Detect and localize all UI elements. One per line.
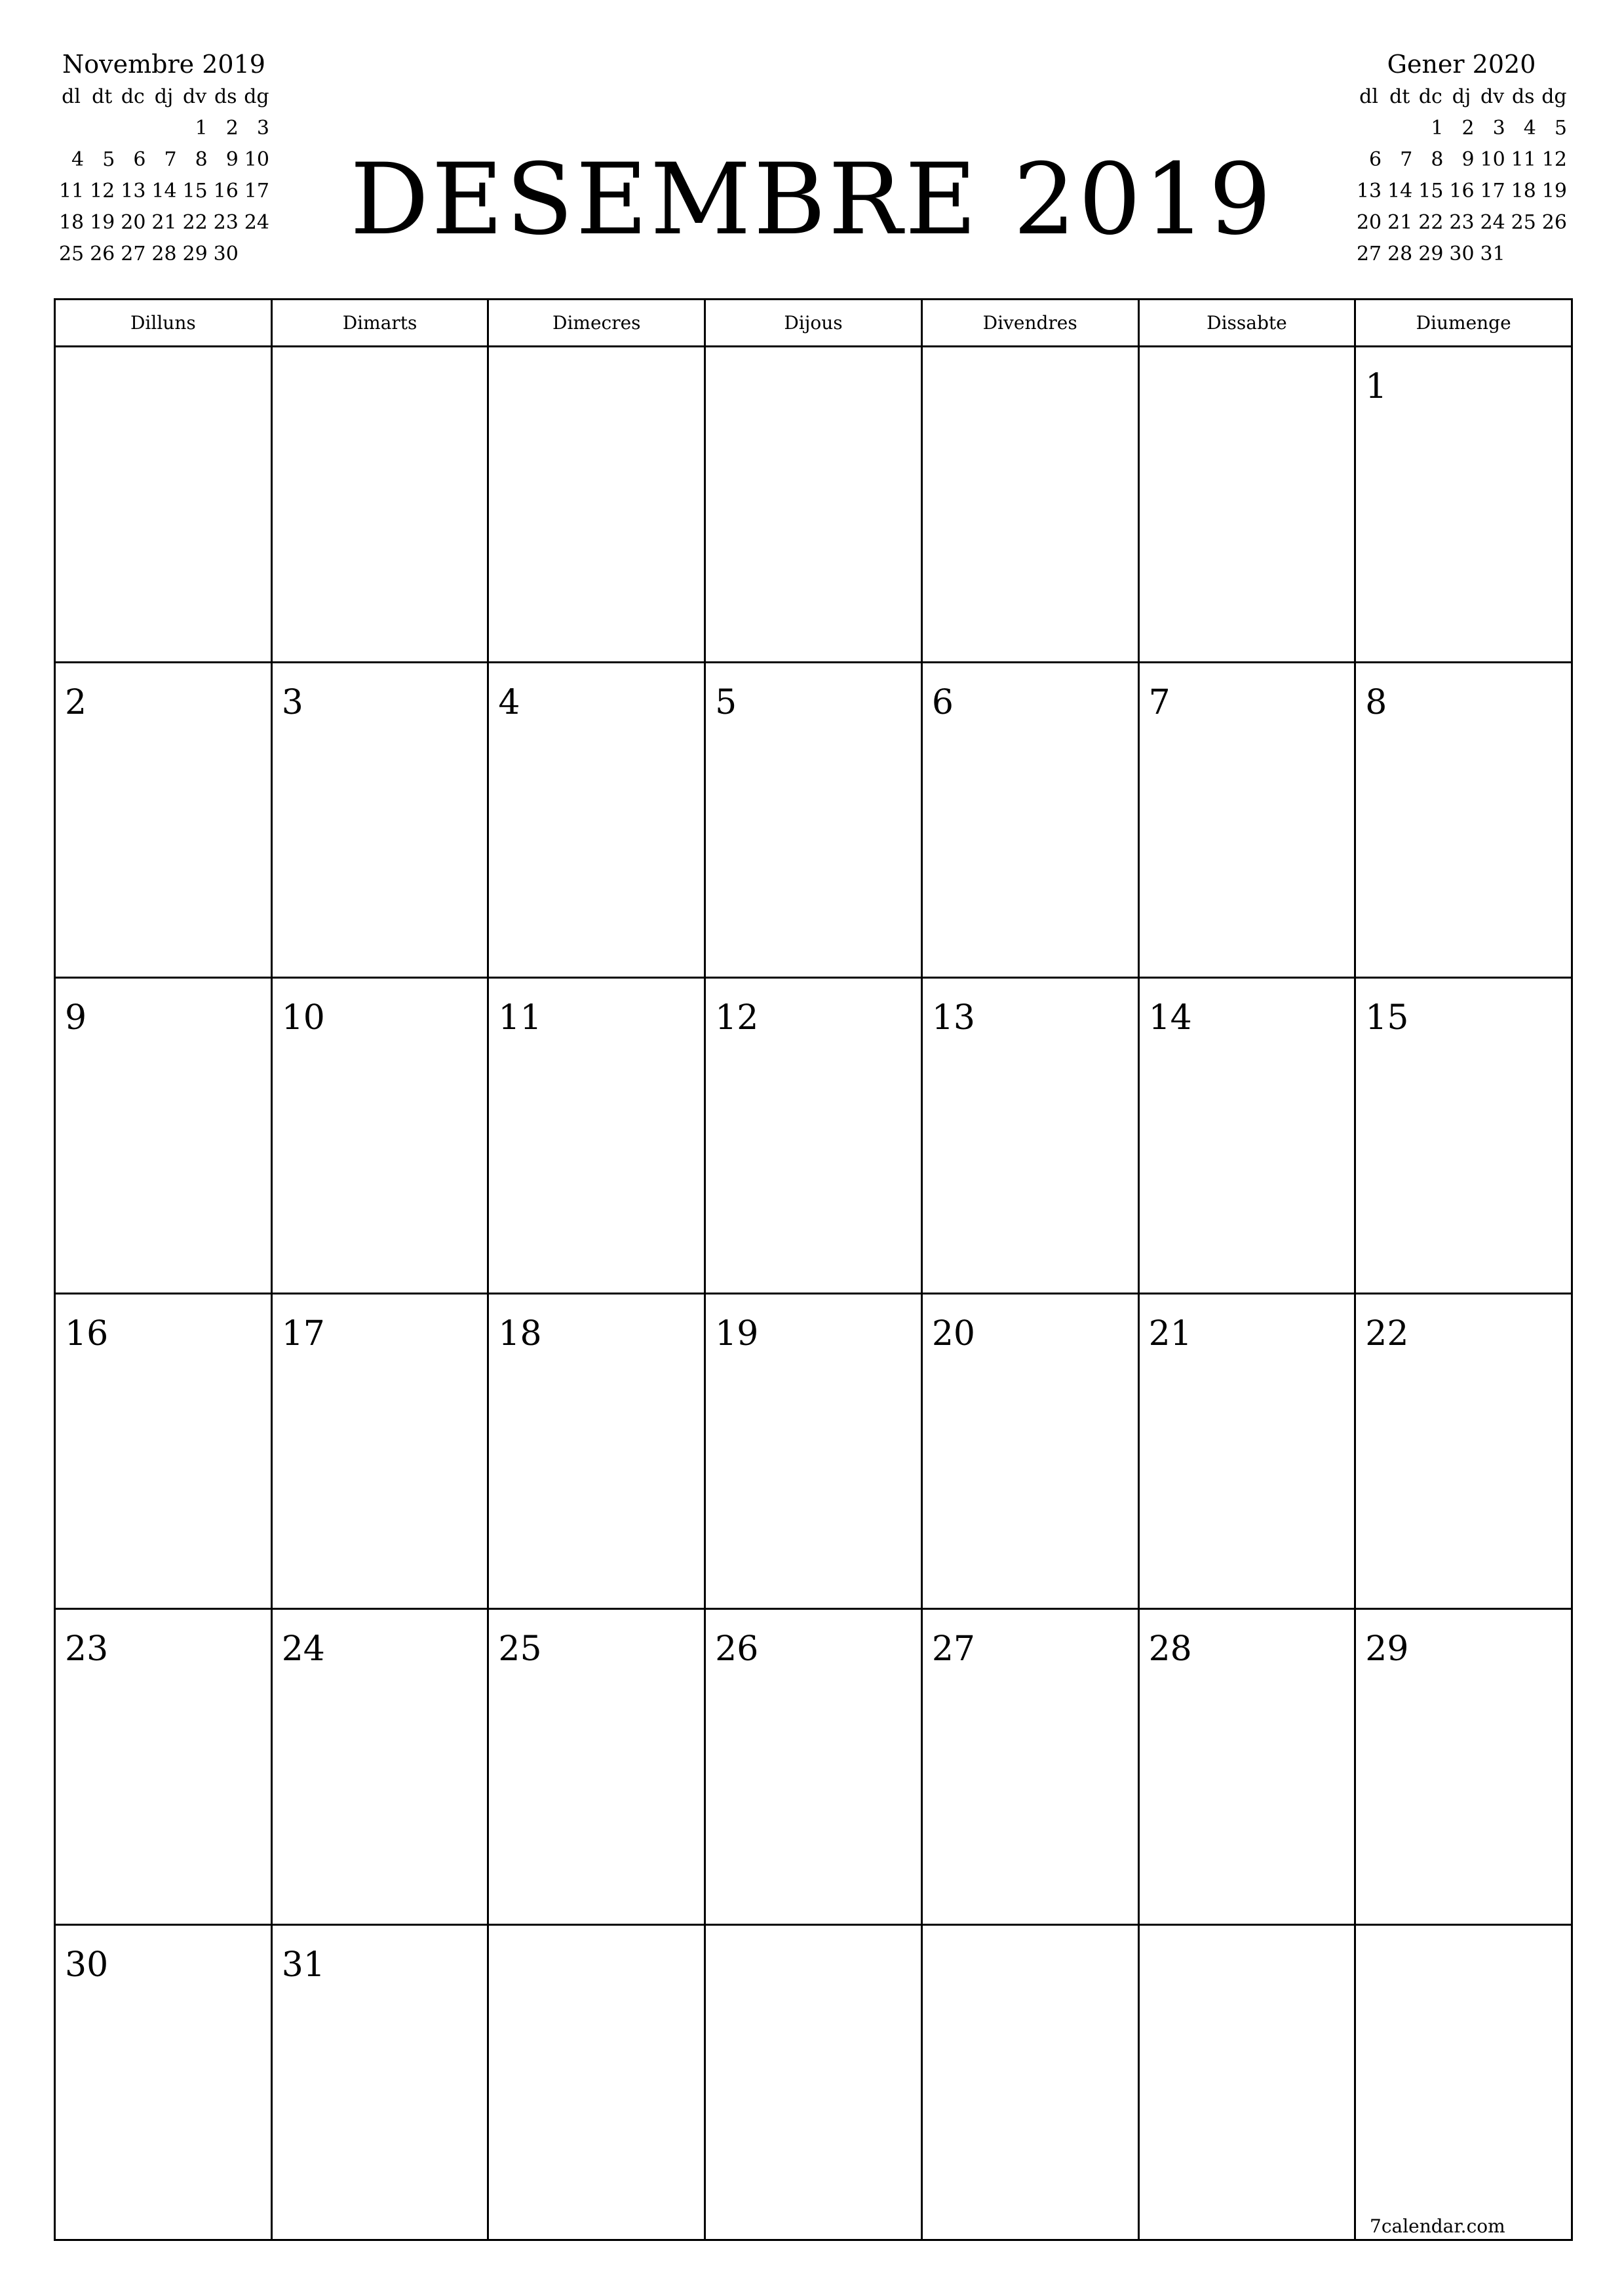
mini-day: 22: [1418, 211, 1444, 234]
day-number: 23: [65, 1629, 109, 1669]
day-cell: [706, 1926, 923, 2242]
mini-day: 15: [1418, 180, 1444, 203]
day-cell: [1140, 663, 1357, 979]
day-number: 27: [931, 1629, 976, 1669]
day-number: 10: [281, 998, 325, 1038]
mini-day: 2: [225, 117, 239, 140]
day-number: 28: [1148, 1629, 1192, 1669]
day-cell: [923, 979, 1140, 1294]
mini-day: 3: [256, 117, 269, 140]
mini-day: [1508, 239, 1539, 270]
mini-weekday-label: dc: [1418, 85, 1442, 108]
day-cell: [923, 347, 1140, 663]
mini-day: 3: [1492, 117, 1505, 140]
day-cell: [1140, 1926, 1357, 2242]
day-cell: [56, 1610, 273, 1926]
day-cell: [489, 1294, 706, 1610]
day-number: 16: [65, 1313, 109, 1353]
mini-day: 15: [182, 180, 208, 203]
day-number: 18: [498, 1313, 542, 1353]
mini-day: 22: [182, 211, 208, 234]
day-cell: [923, 1294, 1140, 1610]
day-number: 1: [1365, 367, 1387, 406]
mini-day: 29: [182, 243, 208, 265]
mini-day: 26: [1541, 211, 1567, 234]
mini-day: 25: [58, 243, 85, 265]
day-number: 25: [498, 1629, 542, 1669]
weekday-header: Dissabte: [1140, 300, 1357, 347]
mini-day: 28: [151, 243, 177, 265]
mini-day: 9: [1461, 148, 1475, 171]
mini-day: [1353, 113, 1384, 144]
day-cell: [706, 347, 923, 663]
mini-day: 5: [1554, 117, 1567, 140]
day-number: 24: [281, 1629, 325, 1669]
day-cell: [706, 1294, 923, 1610]
day-cell: [56, 347, 273, 663]
mini-day: 23: [1449, 211, 1475, 234]
mini-day: 31: [1480, 243, 1505, 265]
mini-day: 1: [195, 117, 208, 140]
mini-weekday-label: dj: [154, 85, 174, 108]
day-number: 17: [281, 1313, 325, 1353]
day-number: 26: [715, 1629, 759, 1669]
mini-day: 7: [1400, 148, 1413, 171]
mini-day: 14: [151, 180, 177, 203]
mini-day: 30: [213, 243, 239, 265]
mini-calendar-title: Gener 2020: [1387, 50, 1536, 79]
day-cell: [489, 663, 706, 979]
day-cell: [1356, 347, 1573, 663]
mini-day: 27: [1356, 243, 1382, 265]
day-cell: [923, 1610, 1140, 1926]
mini-day: 8: [1431, 148, 1444, 171]
day-number: 20: [931, 1313, 976, 1353]
day-cell: [923, 1926, 1140, 2242]
mini-day: 24: [1480, 211, 1505, 234]
day-number: 13: [931, 998, 976, 1038]
month-grid: [54, 298, 1573, 2241]
day-cell: [273, 979, 490, 1294]
mini-day: 26: [90, 243, 115, 265]
mini-day: 12: [90, 180, 115, 203]
mini-day: 4: [71, 148, 85, 171]
mini-day: 12: [1541, 148, 1567, 171]
mini-day: 4: [1523, 117, 1536, 140]
day-number: 19: [715, 1313, 759, 1353]
day-number: 6: [931, 682, 954, 722]
mini-weekday-label: dg: [1541, 85, 1567, 108]
day-cell: [56, 663, 273, 979]
mini-day: [1539, 239, 1570, 270]
mini-weekday-label: ds: [1511, 85, 1535, 108]
day-number: 3: [281, 682, 303, 722]
site-credit: 7calendar.com: [1370, 2215, 1505, 2237]
mini-day: 27: [121, 243, 146, 265]
mini-day: 8: [195, 148, 208, 171]
mini-weekday-label: dv: [1480, 85, 1505, 108]
mini-day: 16: [213, 180, 239, 203]
mini-day: 10: [1480, 148, 1505, 171]
mini-day: 11: [58, 180, 85, 203]
mini-weekday-label: dl: [1359, 85, 1378, 108]
day-cell: [273, 1610, 490, 1926]
day-cell: [273, 663, 490, 979]
mini-day: 18: [1511, 180, 1536, 203]
mini-day: 5: [102, 148, 115, 171]
day-cell: [273, 347, 490, 663]
mini-day: 18: [58, 211, 85, 234]
day-cell: [273, 1926, 490, 2242]
mini-day: 6: [133, 148, 146, 171]
day-cell: [489, 979, 706, 1294]
mini-day: 25: [1511, 211, 1536, 234]
mini-day: 13: [121, 180, 146, 203]
mini-day: [148, 113, 179, 144]
mini-day: 23: [213, 211, 239, 234]
day-cell: [56, 1926, 273, 2242]
mini-day: [1384, 113, 1415, 144]
mini-day: [117, 113, 148, 144]
mini-day: 14: [1387, 180, 1413, 203]
weekday-header: Dijous: [706, 300, 923, 347]
mini-day: [87, 113, 117, 144]
day-number: 8: [1365, 682, 1387, 722]
mini-weekday-label: dc: [121, 85, 145, 108]
mini-calendar-grid: [1353, 81, 1570, 270]
day-cell: [1140, 347, 1357, 663]
mini-day: 20: [1356, 211, 1382, 234]
weekday-header: Divendres: [923, 300, 1140, 347]
mini-weekday-label: dl: [62, 85, 81, 108]
mini-weekday-label: dt: [1389, 85, 1410, 108]
mini-day: 11: [1511, 148, 1536, 171]
mini-weekday-label: dv: [183, 85, 207, 108]
weekday-header: Diumenge: [1356, 300, 1573, 347]
day-cell: [706, 979, 923, 1294]
mini-day: 10: [244, 148, 269, 171]
day-cell: [923, 663, 1140, 979]
day-cell: [1140, 1610, 1357, 1926]
day-cell: [1356, 1610, 1573, 1926]
day-number: 21: [1148, 1313, 1192, 1353]
day-cell: [1356, 1294, 1573, 1610]
day-number: 31: [281, 1945, 325, 1985]
day-cell: [56, 979, 273, 1294]
mini-day: 6: [1369, 148, 1382, 171]
day-number: 29: [1365, 1629, 1409, 1669]
mini-day: 28: [1387, 243, 1413, 265]
day-cell: [1356, 663, 1573, 979]
day-cell: [273, 1294, 490, 1610]
day-cell: [1140, 1294, 1357, 1610]
mini-day: 24: [244, 211, 269, 234]
mini-day: 17: [244, 180, 269, 203]
mini-day: 19: [1541, 180, 1567, 203]
day-cell: [1356, 979, 1573, 1294]
day-cell: [489, 1926, 706, 2242]
mini-day: 7: [164, 148, 177, 171]
day-number: 9: [65, 998, 87, 1038]
mini-day: 9: [225, 148, 239, 171]
day-number: 14: [1148, 998, 1192, 1038]
day-number: 4: [498, 682, 520, 722]
day-cell: [489, 347, 706, 663]
weekday-header: Dimecres: [489, 300, 706, 347]
mini-day: 19: [90, 211, 115, 234]
weekday-header: Dilluns: [56, 300, 273, 347]
mini-day: 29: [1418, 243, 1444, 265]
mini-day: 13: [1356, 180, 1382, 203]
day-cell: [706, 663, 923, 979]
mini-weekday-label: dt: [92, 85, 113, 108]
mini-day: 21: [151, 211, 177, 234]
mini-day: 20: [121, 211, 146, 234]
mini-calendar-next-month: [1353, 47, 1570, 270]
day-number: 5: [715, 682, 737, 722]
weekday-header: Dimarts: [273, 300, 490, 347]
mini-weekday-label: ds: [214, 85, 237, 108]
day-number: 7: [1148, 682, 1170, 722]
day-cell: [1140, 979, 1357, 1294]
mini-day: 21: [1387, 211, 1413, 234]
mini-weekday-label: dg: [244, 85, 269, 108]
mini-day: 2: [1461, 117, 1475, 140]
day-cell: [56, 1294, 273, 1610]
mini-calendar-title: Novembre 2019: [62, 50, 265, 79]
day-number: 12: [715, 998, 759, 1038]
day-number: 15: [1365, 998, 1409, 1038]
day-number: 2: [65, 682, 87, 722]
mini-day: 30: [1449, 243, 1475, 265]
day-number: 22: [1365, 1313, 1409, 1353]
mini-day: 17: [1480, 180, 1505, 203]
day-cell: [489, 1610, 706, 1926]
day-number: 30: [65, 1945, 109, 1985]
day-cell: [706, 1610, 923, 1926]
mini-day: 1: [1431, 117, 1444, 140]
mini-weekday-label: dj: [1452, 85, 1471, 108]
page-title: DESEMBRE 2019: [350, 143, 1274, 257]
day-cell: [1356, 1926, 1573, 2242]
day-number: 11: [498, 998, 542, 1038]
mini-day: [56, 113, 87, 144]
mini-day: 16: [1449, 180, 1475, 203]
